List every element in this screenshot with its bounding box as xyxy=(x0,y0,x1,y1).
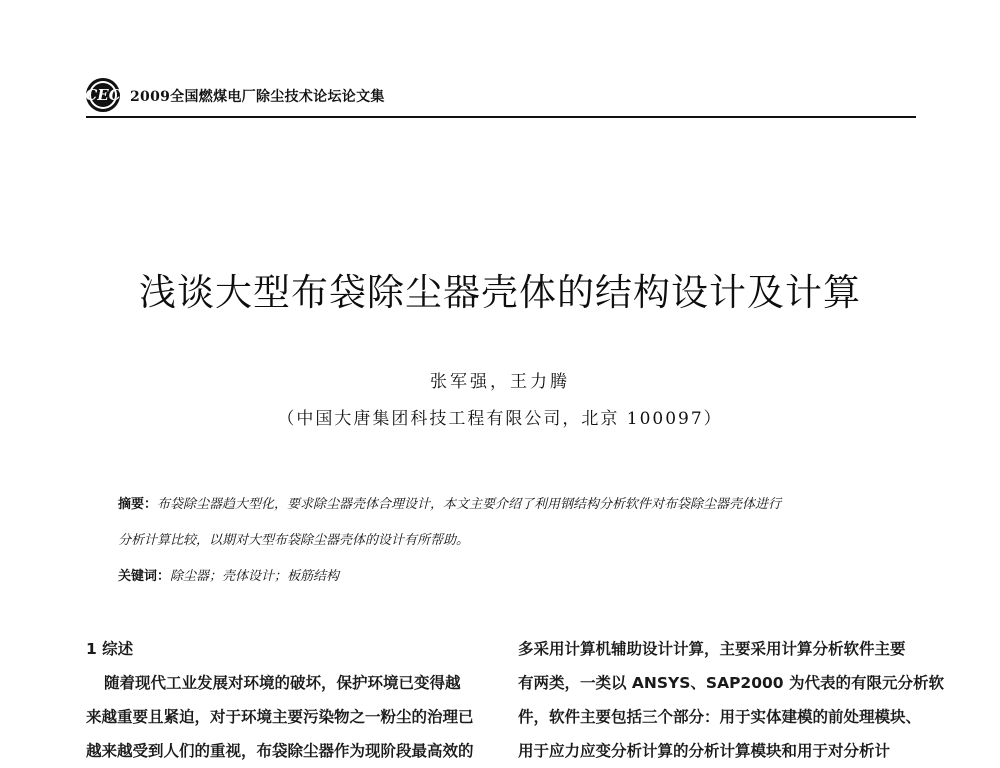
body-line: 有两类，一类以 ANSYS、SAP2000 为代表的有限元分析软 xyxy=(518,674,944,692)
body-line: 多采用计算机辅助设计计算，主要采用计算分析软件主要 xyxy=(518,640,906,658)
abstract-line-1 xyxy=(118,487,898,523)
body-line: 用于应力应变分析计算的分析计算模块和用于对分析计 xyxy=(518,742,891,760)
section-heading: 1 综述 xyxy=(86,640,134,658)
journal-name: 2009全国燃煤电厂除尘技术论坛论文集 xyxy=(130,89,385,105)
body-line: 来越重要且紧迫，对于环境主要污染物之一粉尘的治理已 xyxy=(86,708,474,726)
conference-logo: CEC xyxy=(86,78,120,112)
body-line: 越来越受到人们的重视，布袋除尘器作为现阶段最高效的 xyxy=(86,742,474,760)
abstract xyxy=(118,487,898,595)
body-column-right xyxy=(518,632,944,768)
paper-title: 浅谈大型布袋除尘器壳体的结构设计及计算 xyxy=(139,271,861,314)
abstract-text-1: 布袋除尘器趋大型化，要求除尘器壳体合理设计，本文主要介绍了利用钢结构分析软件对布袋除尘器壳体进行 xyxy=(157,497,782,512)
abstract-label: 摘要： xyxy=(118,497,158,512)
affiliation: （中国大唐集团科技工程有限公司，北京 100097） xyxy=(277,409,723,429)
body-line: 件，软件主要包括三个部分：用于实体建模的前处理模块、 xyxy=(518,708,922,726)
body-column-left xyxy=(86,632,486,768)
keywords-label: 关键词： xyxy=(118,569,171,584)
page-header xyxy=(86,74,916,118)
authors: 张军强，王力腾 xyxy=(430,372,570,392)
abstract-text-2: 分析计算比较，以期对大型布袋除尘器壳体的设计有所帮助。 xyxy=(118,533,470,548)
keywords-line xyxy=(118,559,898,595)
keywords-text: 除尘器；壳体设计；板筋结构 xyxy=(170,569,340,584)
body-line: 随着现代工业发展对环境的破坏，保护环境已变得越 xyxy=(104,674,461,692)
